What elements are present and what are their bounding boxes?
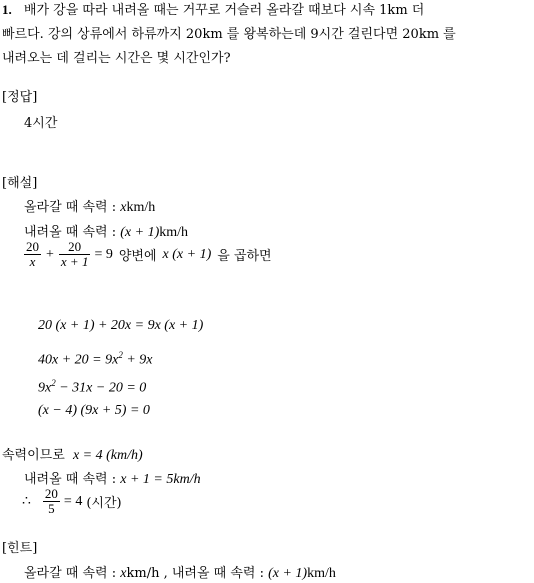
hint-text-a: 올라갈 때 속력 :	[24, 566, 121, 581]
solution-conclusion	[2, 448, 143, 464]
solution-heading: [해설]	[2, 176, 38, 191]
down-expr: (x + 1)	[120, 225, 160, 240]
fraction-2-num: 20	[68, 239, 82, 254]
time-fraction	[43, 487, 60, 516]
hint-unit-a: km/h , 내려올 때 속력 :	[126, 566, 269, 581]
eq3-right: − 31x − 20 = 0	[55, 380, 147, 396]
answer-value: 4시간	[24, 116, 58, 131]
time-rhs: = 4	[63, 493, 83, 509]
down2-label: 내려올 때 속력 :	[24, 472, 121, 487]
time-num: 20	[44, 486, 58, 501]
problem-text-1: 배가 강을 따라 내려올 때는 거꾸로 거슬러 올라갈 때보다 시속 1km 더	[23, 3, 425, 18]
fraction-2-den: x + 1	[60, 254, 89, 269]
problem-number: 1.	[2, 2, 12, 17]
equation-1: 20 (x + 1) + 20x = 9x (x + 1)	[38, 318, 204, 333]
problem-line-2: 빠르다. 강의 상류에서 하류까지 20km 를 왕복하는데 9시간 걸린다면 20km 를	[2, 27, 456, 42]
equation-2	[38, 347, 153, 369]
problem-line-1	[2, 2, 424, 19]
down-unit: km/h	[159, 225, 189, 240]
solution-time	[22, 487, 122, 516]
eq2-right: + 9x	[122, 352, 153, 368]
multiply-tail: 을 곱하면	[217, 249, 272, 264]
up-unit: km/h	[126, 200, 156, 215]
solution-down-speed	[24, 225, 188, 241]
so-text: 속력이므로	[2, 448, 65, 463]
up-var: x	[120, 200, 127, 215]
time-unit: (시간)	[86, 496, 122, 511]
fraction-1-num: 20	[26, 239, 39, 254]
hint-var-a: x	[120, 566, 127, 581]
eq2-exp: 2	[118, 350, 123, 360]
so-expr: x = 4 (km/h)	[72, 448, 143, 463]
hint-text	[24, 566, 336, 582]
solution-up-speed	[24, 200, 155, 216]
fraction-1-den: x	[29, 254, 36, 269]
down2-expr: x + 1 = 5km/h	[120, 472, 201, 487]
answer-heading: [정답]	[2, 90, 38, 105]
fraction-1	[24, 240, 41, 269]
multiply-expr: x (x + 1)	[162, 246, 212, 262]
therefore-symbol: ∴	[22, 494, 31, 509]
eq3-left: 9x	[38, 380, 52, 396]
eq3-exp: 2	[51, 378, 56, 388]
equation-4: (x − 4) (9x + 5) = 0	[38, 403, 150, 418]
time-den: 5	[48, 501, 55, 516]
hint-unit-b: km/h	[307, 566, 336, 581]
plus-sign: +	[46, 246, 54, 262]
equation-3	[38, 375, 146, 397]
hint-expr-b: (x + 1)	[268, 566, 308, 581]
down-label: 내려올 때 속력 :	[24, 225, 121, 240]
eq2-left: 40x + 20 = 9x	[38, 352, 119, 368]
eq-rhs: = 9	[94, 246, 113, 262]
fraction-2	[59, 240, 91, 269]
multiply-text: 양변에	[118, 249, 157, 264]
hint-heading: [힌트]	[2, 541, 38, 556]
problem-line-3: 내려오는 데 걸리는 시간은 몇 시간인가?	[2, 51, 231, 66]
equation-fractions	[22, 240, 272, 269]
up-label: 올라갈 때 속력 :	[24, 200, 121, 215]
